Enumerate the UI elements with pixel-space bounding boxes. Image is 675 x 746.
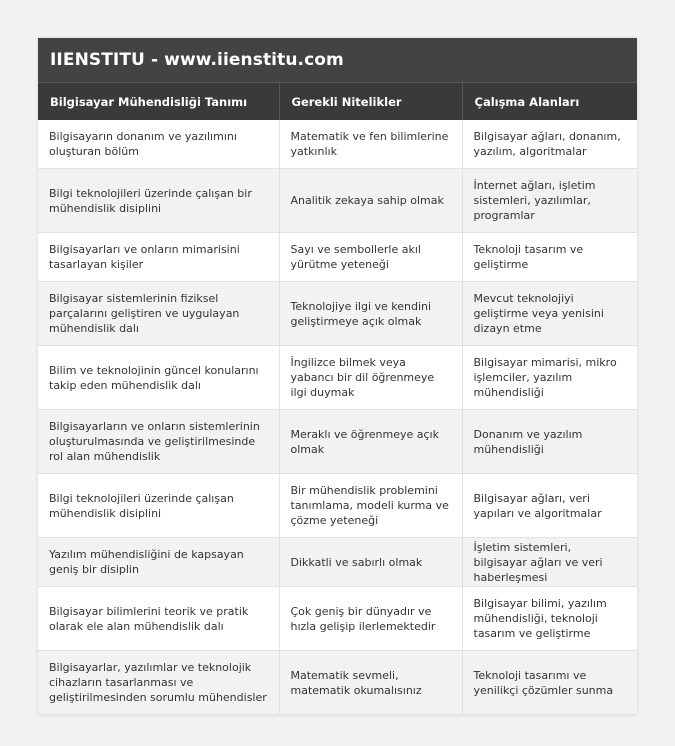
table-cell: Teknoloji tasarımı ve yenilikçi çözümler sunma — [462, 651, 637, 715]
table-cell: Teknolojiye ilgi ve kendini geliştirmeye açık olmak — [279, 282, 462, 346]
table-cell: Teknoloji tasarım ve geliştirme — [462, 233, 637, 282]
table-row — [38, 169, 637, 233]
table-cell: Bilgisayar ağları, veri yapıları ve algoritmalar — [462, 474, 637, 538]
table-row — [38, 651, 637, 715]
table-cell: Dikkatli ve sabırlı olmak — [279, 538, 462, 587]
column-header-qualifications: Gerekli Nitelikler — [279, 83, 462, 121]
table-cell: Bilgi teknolojileri üzerinde çalışan bir mühendislik disiplini — [38, 169, 279, 233]
table-cell: İngilizce bilmek veya yabancı bir dil öğrenmeye ilgi duymak — [279, 346, 462, 410]
table-cell: Mevcut teknolojiyi geliştirme veya yenisini dizayn etme — [462, 282, 637, 346]
table-cell: Yazılım mühendisliğini de kapsayan geniş bir disiplin — [38, 538, 279, 587]
page-title: IIENSTITU - www.iienstitu.com — [38, 38, 637, 82]
table-cell: Bir mühendislik problemini tanımlama, modeli kurma ve çözme yeteneği — [279, 474, 462, 538]
data-table — [38, 82, 637, 715]
table-cell: İnternet ağları, işletim sistemleri, yazılımlar, programlar — [462, 169, 637, 233]
table-row — [38, 233, 637, 282]
table-cell: Sayı ve sembollerle akıl yürütme yeteneği — [279, 233, 462, 282]
table-row — [38, 120, 637, 169]
table-cell: Bilgisayarın donanım ve yazılımını oluşturan bölüm — [38, 120, 279, 169]
table-cell: Bilgisayar sistemlerinin fiziksel parçalarını geliştiren ve uygulayan mühendislik dalı — [38, 282, 279, 346]
table-cell: Bilgisayar bilimlerini teorik ve pratik olarak ele alan mühendislik dalı — [38, 587, 279, 651]
info-card — [38, 38, 637, 715]
table-cell: Bilgisayar mimarisi, mikro işlemciler, yazılım mühendisliği — [462, 346, 637, 410]
table-cell: Bilgisayarların ve onların sistemlerinin oluşturulmasında ve geliştirilmesinde rol alan mühendislik — [38, 410, 279, 474]
table-row — [38, 587, 637, 651]
column-header-definition: Bilgisayar Mühendisliği Tanımı — [38, 83, 279, 121]
column-header-work-areas: Çalışma Alanları — [462, 83, 637, 121]
table-cell: Bilgisayarlar, yazılımlar ve teknolojik cihazların tasarlanması ve geliştirilmesinden sorumlu mühendisler — [38, 651, 279, 715]
table-cell: Donanım ve yazılım mühendisliği — [462, 410, 637, 474]
table-cell: Analitik zekaya sahip olmak — [279, 169, 462, 233]
table-header-row — [38, 83, 637, 121]
table-row — [38, 410, 637, 474]
table-row — [38, 538, 637, 587]
table-row — [38, 282, 637, 346]
table-cell: Matematik ve fen bilimlerine yatkınlık — [279, 120, 462, 169]
table-cell: Bilgi teknolojileri üzerinde çalışan mühendislik disiplini — [38, 474, 279, 538]
table-cell: Bilgisayar ağları, donanım, yazılım, algoritmalar — [462, 120, 637, 169]
table-cell: Bilgisayar bilimi, yazılım mühendisliği, teknoloji tasarım ve geliştirme — [462, 587, 637, 651]
table-cell: Çok geniş bir dünyadır ve hızla gelişip ilerlemektedir — [279, 587, 462, 651]
table-cell: Matematik sevmeli, matematik okumalısınız — [279, 651, 462, 715]
table-cell: Meraklı ve öğrenmeye açık olmak — [279, 410, 462, 474]
table-cell: Bilgisayarları ve onların mimarisini tasarlayan kişiler — [38, 233, 279, 282]
table-cell: Bilim ve teknolojinin güncel konularını takip eden mühendislik dalı — [38, 346, 279, 410]
table-row — [38, 474, 637, 538]
table-cell: İşletim sistemleri, bilgisayar ağları ve veri haberleşmesi — [462, 538, 637, 587]
table-row — [38, 346, 637, 410]
